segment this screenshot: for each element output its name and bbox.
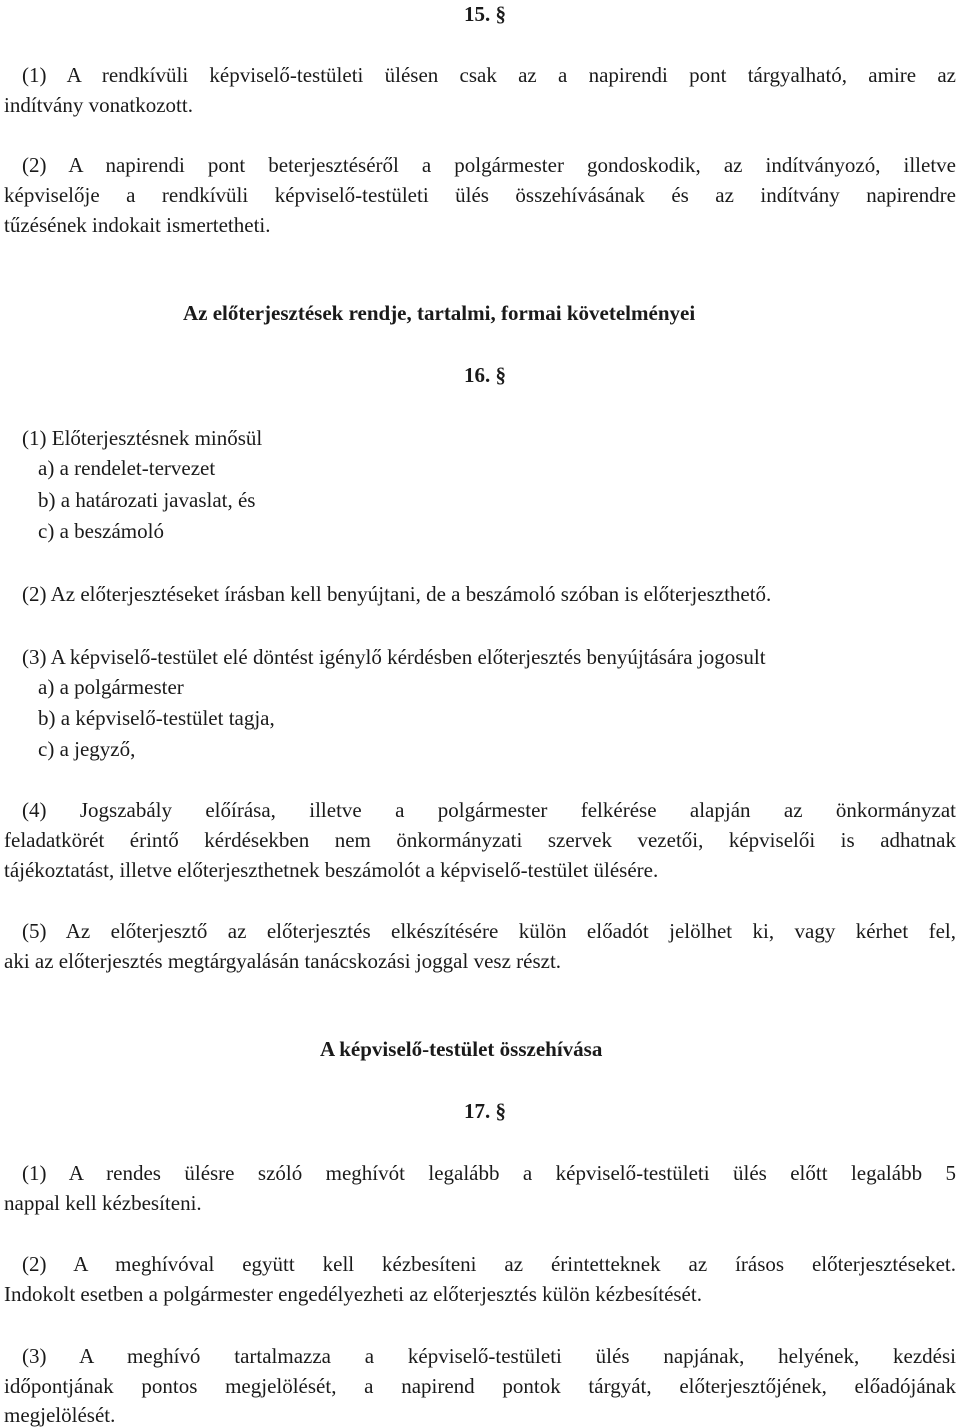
paragraph-15-1-line-1: (1) A rendkívüli képviselő-testületi ülésen csak az a napirendi pont tárgyalható, amire az bbox=[22, 63, 956, 87]
section-number-17: 17. § bbox=[464, 1099, 506, 1123]
paragraph-17-1-line-2: nappal kell kézbesíteni. bbox=[4, 1191, 202, 1215]
paragraph-15-2-line-3: tűzésének indokait ismertetheti. bbox=[4, 213, 271, 237]
paragraph-16-5-line-1: (5) Az előterjesztő az előterjesztés elkészítésére külön előadót jelölhet ki, vagy kérhet fel, bbox=[22, 919, 956, 943]
section-number-15: 15. § bbox=[464, 2, 506, 26]
paragraph-16-3-intro: (3) A képviselő-testület elé döntést igénylő kérdésben előterjesztés benyújtására jogosult bbox=[22, 645, 766, 669]
paragraph-16-1-intro: (1) Előterjesztésnek minősül bbox=[22, 426, 263, 450]
paragraph-16-2: (2) Az előterjesztéseket írásban kell benyújtani, de a beszámoló szóban is előterjeszthető. bbox=[22, 582, 772, 606]
list-item-16-1-c: c) a beszámoló bbox=[38, 519, 164, 543]
paragraph-16-4-line-2: feladatkörét érintő kérdésekben nem önkormányzati szervek vezetői, képviselői is adhatnak bbox=[4, 828, 956, 852]
list-item-16-1-b: b) a határozati javaslat, és bbox=[38, 488, 256, 512]
paragraph-16-4-line-1: (4) Jogszabály előírása, illetve a polgármester felkérése alapján az önkormányzat bbox=[22, 798, 956, 822]
paragraph-17-1-line-1: (1) A rendes ülésre szóló meghívót legalább a képviselő-testületi ülés előtt legalább 5 bbox=[22, 1161, 956, 1185]
list-item-16-3-c: c) a jegyző, bbox=[38, 737, 136, 761]
paragraph-17-3-line-2: időpontjának pontos megjelölését, a napirend pontok tárgyát, előterjesztőjének, előadójának bbox=[4, 1374, 956, 1398]
paragraph-17-3-line-3: megjelölését. bbox=[4, 1403, 116, 1427]
paragraph-15-2-line-1: (2) A napirendi pont beterjesztéséről a polgármester gondoskodik, az indítványozó, illetve bbox=[22, 153, 956, 177]
list-item-16-3-b: b) a képviselő-testület tagja, bbox=[38, 706, 275, 730]
paragraph-17-2-line-2: Indokolt esetben a polgármester engedélyezheti az előterjesztés külön kézbesítését. bbox=[4, 1282, 702, 1306]
section-heading-convening: A képviselő-testület összehívása bbox=[320, 1037, 603, 1061]
paragraph-15-2-line-2: képviselője a rendkívüli képviselő-testületi ülés összehívásának és az indítvány napirendre bbox=[4, 183, 956, 207]
paragraph-17-3-line-1: (3) A meghívó tartalmazza a képviselő-testületi ülés napjának, helyének, kezdési bbox=[22, 1344, 956, 1368]
section-number-16: 16. § bbox=[464, 363, 506, 387]
paragraph-15-1-line-2: indítvány vonatkozott. bbox=[4, 93, 193, 117]
paragraph-16-4-line-3: tájékoztatást, illetve előterjeszthetnek beszámolót a képviselő-testület ülésére. bbox=[4, 858, 659, 882]
section-heading-submissions: Az előterjesztések rendje, tartalmi, formai követelményei bbox=[183, 301, 696, 325]
list-item-16-3-a: a) a polgármester bbox=[38, 675, 184, 699]
list-item-16-1-a: a) a rendelet-tervezet bbox=[38, 456, 216, 480]
paragraph-16-5-line-2: aki az előterjesztés megtárgyalásán tanácskozási joggal vesz részt. bbox=[4, 949, 562, 973]
paragraph-17-2-line-1: (2) A meghívóval együtt kell kézbesíteni az érintetteknek az írásos előterjesztéseket. bbox=[22, 1252, 956, 1276]
